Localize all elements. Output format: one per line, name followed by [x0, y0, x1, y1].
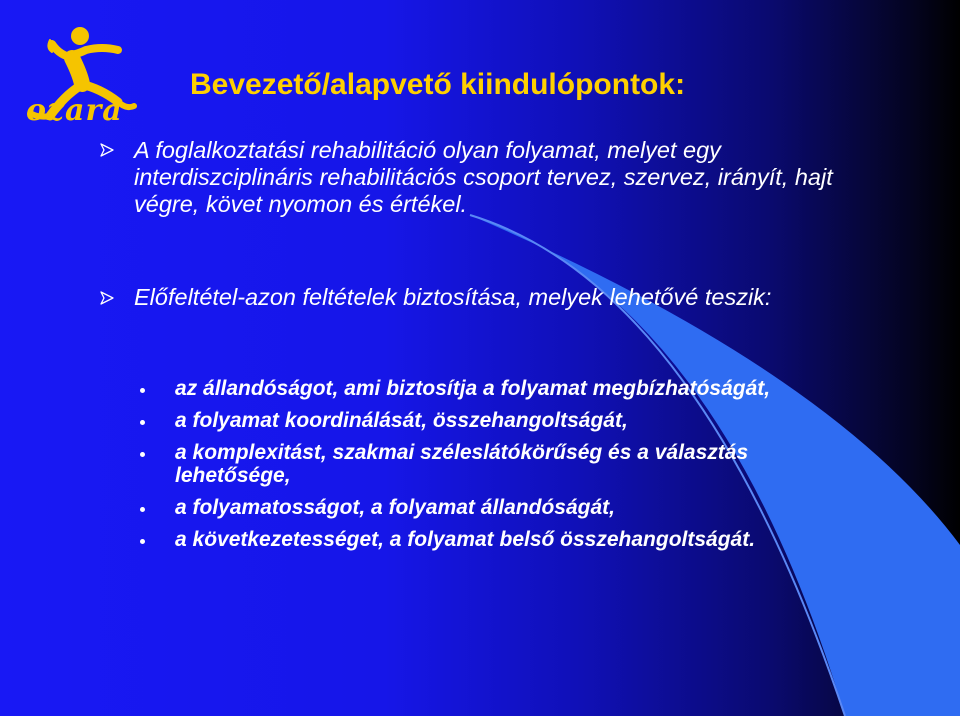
bullet-dot-icon [140, 539, 145, 544]
sub-point [140, 528, 840, 551]
bullet-dot-icon [140, 507, 145, 512]
arrow-bullet-icon [100, 291, 114, 305]
main-point [100, 283, 860, 311]
sub-point-text: az állandóságot, ami biztosítja a folyamat megbízhatóságát, [175, 377, 771, 400]
bullet-dot-icon [140, 388, 145, 393]
sub-point-text: a folyamat koordinálását, összehangoltságát, [175, 409, 628, 432]
main-point [100, 137, 860, 218]
slide-title: Bevezető/alapvető kiindulópontok: [190, 68, 686, 101]
sub-point-text: a komplexitást, szakmai széleslátókörűség és a választás lehetősége, [175, 441, 749, 487]
sub-point-text: a folyamatosságot, a folyamat állandóságát, [175, 496, 615, 519]
arrow-bullet-icon [100, 143, 114, 157]
sub-point [140, 409, 840, 432]
main-point-text: Előfeltétel-azon feltételek biztosítása, melyek lehetővé teszik: [134, 284, 772, 310]
sub-point-text: a következetességet, a folyamat belső összehangoltságát. [175, 528, 756, 551]
logo-text: ozara [26, 93, 123, 128]
sub-point-list [140, 377, 840, 560]
sub-point [140, 496, 840, 519]
sub-point [140, 441, 840, 487]
main-point-text: A foglalkoztatási rehabilitáció olyan folyamat, melyet egy interdiszciplináris rehabilitációs csoport tervez, szervez, irányít, hajt végre, követ nyomon és értékel. [134, 137, 833, 217]
bullet-dot-icon [140, 452, 145, 457]
sub-point [140, 377, 840, 400]
bullet-dot-icon [140, 420, 145, 425]
